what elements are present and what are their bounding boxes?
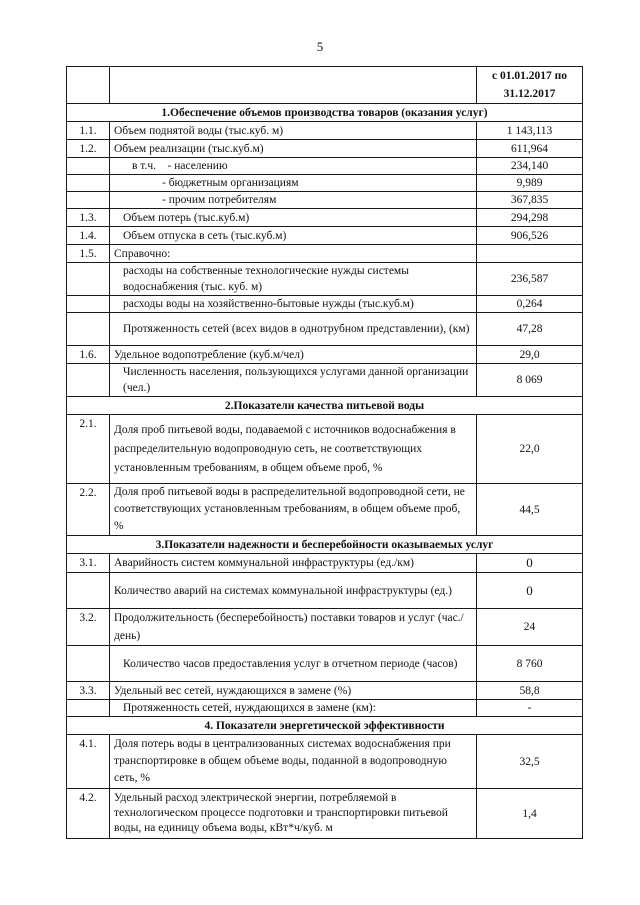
- section-title-row: [67, 397, 583, 415]
- row-label: Объем отпуска в сеть (тыс.куб.м): [110, 227, 477, 245]
- table-row: [67, 313, 583, 346]
- row-value: 294,298: [477, 209, 583, 227]
- row-label: Количество часов предоставления услуг в отчетном периоде (часов): [110, 646, 477, 682]
- header-num-cell: [67, 67, 110, 104]
- row-number: 1.6.: [67, 346, 110, 364]
- row-value: [477, 245, 583, 263]
- row-value: 24: [477, 609, 583, 646]
- table-row: [67, 192, 583, 209]
- section-2-title: 2.Показатели качества питьевой воды: [67, 397, 583, 415]
- row-value: 29,0: [477, 346, 583, 364]
- row-label: Количество аварий на системах коммунальной инфраструктуры (ед.): [110, 573, 477, 609]
- row-value: 0: [477, 554, 583, 573]
- table-row: [67, 484, 583, 536]
- row-number: [67, 313, 110, 346]
- row-number: 4.2.: [67, 789, 110, 839]
- row-value: 0: [477, 573, 583, 609]
- row-number: [67, 192, 110, 209]
- row-number: [67, 646, 110, 682]
- row-label: Доля проб питьевой воды, подаваемой с источников водоснабжения в распределительную водопроводную сеть, не соответствующих установленным требованиям, в общем объеме проб, %: [110, 415, 477, 484]
- row-number: [67, 700, 110, 717]
- row-label: расходы воды на хозяйственно-бытовые нужды (тыс.куб.м): [110, 296, 477, 313]
- table-row: [67, 682, 583, 700]
- row-label: Доля проб питьевой воды в распределительной водопроводной сети, не соответствующих установленным требованиям, в общем объеме проб, %: [110, 484, 477, 536]
- row-value: 367,835: [477, 192, 583, 209]
- table-row: [67, 245, 583, 263]
- row-value: 22,0: [477, 415, 583, 484]
- table-row: [67, 735, 583, 789]
- row-value: 8 069: [477, 364, 583, 397]
- table-row: [67, 346, 583, 364]
- row-label: Доля потерь воды в централизованных системах водоснабжения при транспортировке в общем объеме воды, поданной в водопроводную сеть, %: [110, 735, 477, 789]
- table-row: [67, 573, 583, 609]
- row-label: Справочно:: [110, 245, 477, 263]
- row-number: 1.3.: [67, 209, 110, 227]
- row-number: 2.2.: [67, 484, 110, 536]
- table-row: [67, 175, 583, 192]
- row-number: 1.2.: [67, 140, 110, 158]
- table-row: [67, 227, 583, 245]
- section-title-row: [67, 104, 583, 122]
- table-row: [67, 209, 583, 227]
- row-number: 1.5.: [67, 245, 110, 263]
- row-number: 2.1.: [67, 415, 110, 484]
- row-value: 234,140: [477, 158, 583, 175]
- table-row: [67, 789, 583, 839]
- row-value: 236,587: [477, 263, 583, 296]
- row-value: 1,4: [477, 789, 583, 839]
- section-4-title: 4. Показатели энергетической эффективности: [67, 717, 583, 735]
- row-value: 1 143,113: [477, 122, 583, 140]
- row-number: 4.1.: [67, 735, 110, 789]
- table-row: [67, 554, 583, 573]
- row-number: [67, 158, 110, 175]
- table-row: [67, 364, 583, 397]
- page-number: 5: [316, 39, 324, 54]
- table-row: [67, 646, 583, 682]
- table-row: [67, 158, 583, 175]
- row-label: Удельное водопотребление (куб.м/чел): [110, 346, 477, 364]
- row-label: Удельный вес сетей, нуждающихся в замене (%): [110, 682, 477, 700]
- table-row: [67, 122, 583, 140]
- header-row: [67, 67, 583, 104]
- table-row: [67, 415, 583, 484]
- row-label: Протяженность сетей, нуждающихся в замене (км):: [110, 700, 477, 717]
- table-row: [67, 296, 583, 313]
- header-label-cell: [110, 67, 477, 104]
- row-label: - бюджетным организациям: [110, 175, 477, 192]
- row-label: Объем поднятой воды (тыс.куб. м): [110, 122, 477, 140]
- row-value: 9,989: [477, 175, 583, 192]
- row-label: Объем реализации (тыс.куб.м): [110, 140, 477, 158]
- row-label: Аварийность систем коммунальной инфраструктуры (ед./км): [110, 554, 477, 573]
- row-value: 47,28: [477, 313, 583, 346]
- row-number: [67, 364, 110, 397]
- indicators-table: [66, 66, 583, 839]
- row-label: расходы на собственные технологические нужды системы водоснабжения (тыс. куб. м): [110, 263, 477, 296]
- row-value: 44,5: [477, 484, 583, 536]
- row-number: [67, 175, 110, 192]
- row-number: 1.1.: [67, 122, 110, 140]
- row-value: 32,5: [477, 735, 583, 789]
- row-number: [67, 263, 110, 296]
- row-label: Продолжительность (бесперебойность) поставки товаров и услуг (час./день): [110, 609, 477, 646]
- row-value: 8 760: [477, 646, 583, 682]
- row-label: - прочим потребителям: [110, 192, 477, 209]
- row-number: 3.2.: [67, 609, 110, 646]
- table-row: [67, 140, 583, 158]
- section-title-row: [67, 717, 583, 735]
- section-3-title: 3.Показатели надежности и бесперебойности оказываемых услуг: [67, 536, 583, 554]
- row-value: 906,526: [477, 227, 583, 245]
- row-value: 0,264: [477, 296, 583, 313]
- period-header: с 01.01.2017 по 31.12.2017: [477, 67, 583, 104]
- row-label: Объем потерь (тыс.куб.м): [110, 209, 477, 227]
- section-title-row: [67, 536, 583, 554]
- row-number: [67, 296, 110, 313]
- row-value: 58,8: [477, 682, 583, 700]
- table-row: [67, 609, 583, 646]
- row-label: Удельный расход электрической энергии, потребляемой в технологическом процессе подготовки и транспортировки питьевой воды, на единицу объема воды, кВт*ч/куб. м: [110, 789, 477, 839]
- row-number: 3.3.: [67, 682, 110, 700]
- row-number: 3.1.: [67, 554, 110, 573]
- row-value: -: [477, 700, 583, 717]
- section-1-title: 1.Обеспечение объемов производства товаров (оказания услуг): [67, 104, 583, 122]
- row-value: 611,964: [477, 140, 583, 158]
- row-label: Численность населения, пользующихся услугами данной организации (чел.): [110, 364, 477, 397]
- row-number: 1.4.: [67, 227, 110, 245]
- row-number: [67, 573, 110, 609]
- table-row: [67, 700, 583, 717]
- row-label: Протяженность сетей (всех видов в однотрубном представлении), (км): [110, 313, 477, 346]
- table-row: [67, 263, 583, 296]
- row-label: в т.ч. - населению: [110, 158, 477, 175]
